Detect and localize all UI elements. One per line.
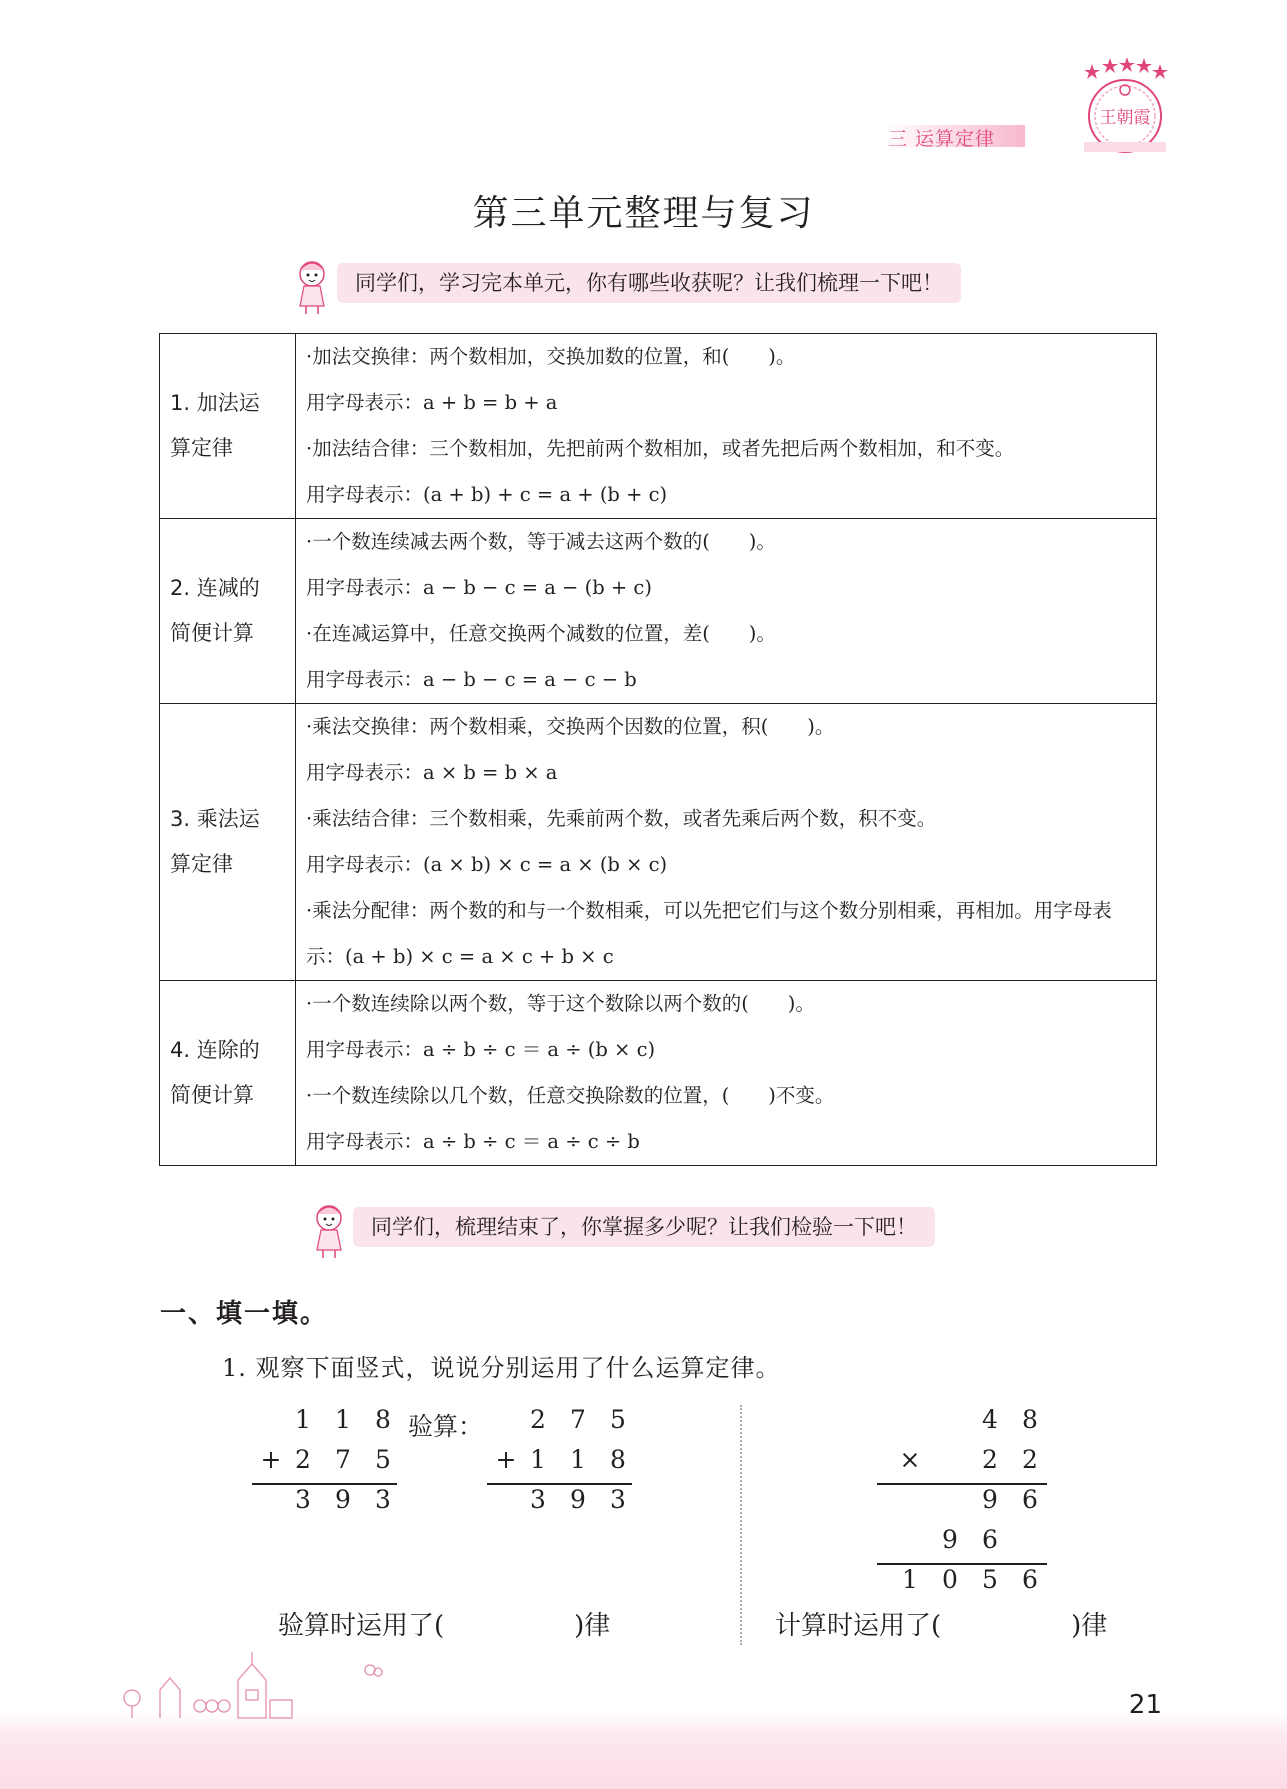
digit: 5 bbox=[375, 1445, 391, 1474]
digit: 9 bbox=[982, 1485, 998, 1514]
topic-label: 简便计算 bbox=[170, 1083, 254, 1107]
digit: 8 bbox=[610, 1445, 626, 1474]
operator-times: × bbox=[899, 1445, 921, 1474]
table-row bbox=[160, 981, 1157, 1166]
table-row bbox=[160, 704, 1157, 981]
town-illustration-icon bbox=[120, 1650, 400, 1720]
topic-cell bbox=[160, 519, 296, 704]
digit: 8 bbox=[1022, 1405, 1038, 1434]
content-cell bbox=[296, 519, 1157, 704]
operator-plus: + bbox=[495, 1445, 517, 1474]
operator-plus: + bbox=[260, 1445, 282, 1474]
digit: 5 bbox=[982, 1565, 998, 1594]
content-line: 用字母表示：a − b − c = a − c − b bbox=[306, 668, 637, 691]
content-line: 用字母表示：(a + b) + c = a + (b + c) bbox=[306, 483, 668, 506]
topic-label: 简便计算 bbox=[170, 621, 254, 645]
content-line: 用字母表示：a ÷ b ÷ c ＝ a ÷ c ÷ b bbox=[306, 1130, 640, 1153]
content-line: ·一个数连续除以两个数，等于这个数除以两个数的( )。 bbox=[306, 992, 815, 1015]
section-heading: 一、填一填。 bbox=[160, 1299, 329, 1329]
topic-label: 2. 连减的 bbox=[170, 576, 260, 600]
digit: 3 bbox=[295, 1485, 311, 1514]
answer-blank-left[interactable]: 验算时运用了( )律 bbox=[278, 1611, 611, 1641]
answer-blank-right[interactable]: 计算时运用了( )律 bbox=[775, 1611, 1108, 1641]
digit: 1 bbox=[295, 1405, 311, 1434]
practice-speech-bubble: 同学们，梳理结束了，你掌握多少呢？让我们检验一下吧！ bbox=[353, 1207, 935, 1247]
vertical-multiplication bbox=[875, 1405, 1050, 1605]
content-line: ·加法结合律：三个数相加，先把前两个数相加，或者先把后两个数相加，和不变。 bbox=[306, 437, 1015, 460]
digit: 2 bbox=[982, 1445, 998, 1474]
table-row bbox=[160, 334, 1157, 519]
content-line: ·一个数连续减去两个数，等于减去这两个数的( )。 bbox=[306, 530, 776, 553]
check-label: 验算： bbox=[408, 1412, 484, 1441]
digit: 2 bbox=[1022, 1445, 1038, 1474]
content-cell bbox=[296, 981, 1157, 1166]
intro-speech-bubble: 同学们，学习完本单元，你有哪些收获呢？让我们梳理一下吧！ bbox=[337, 263, 961, 303]
digit: 0 bbox=[942, 1565, 958, 1594]
digit: 5 bbox=[610, 1405, 626, 1434]
topic-cell bbox=[160, 981, 296, 1166]
topic-label: 算定律 bbox=[170, 852, 233, 876]
mascot-girl-icon bbox=[307, 1200, 353, 1260]
content-cell bbox=[296, 334, 1157, 519]
content-line: ·乘法交换律：两个数相乘，交换两个因数的位置，积( )。 bbox=[306, 715, 835, 738]
topic-label: 1. 加法运 bbox=[170, 391, 260, 415]
digit: 3 bbox=[375, 1485, 391, 1514]
topic-cell bbox=[160, 334, 296, 519]
content-line: ·乘法结合律：三个数相乘，先乘前两个数，或者先乘后两个数，积不变。 bbox=[306, 807, 937, 830]
content-line: ·乘法分配律：两个数的和与一个数相乘，可以先把它们与这个数分别相乘，再相加。用字母表示：(a + b) × c = a × c + b × c bbox=[306, 899, 1112, 968]
content-line: 用字母表示：a ÷ b ÷ c ＝ a ÷ (b × c) bbox=[306, 1038, 656, 1061]
content-line: ·一个数连续除以几个数，任意交换除数的位置，( )不变。 bbox=[306, 1084, 835, 1107]
footer-band bbox=[0, 1712, 1287, 1789]
digit: 9 bbox=[335, 1485, 351, 1514]
content-line: ·在连减运算中，任意交换两个减数的位置，差( )。 bbox=[306, 622, 776, 645]
content-line: ·加法交换律：两个数相加，交换加数的位置，和( )。 bbox=[306, 345, 796, 368]
topic-label: 4. 连除的 bbox=[170, 1038, 260, 1062]
content-line: 用字母表示：a + b = b + a bbox=[306, 391, 558, 414]
digit: 6 bbox=[1022, 1485, 1038, 1514]
digit: 7 bbox=[335, 1445, 351, 1474]
vertical-addition-original bbox=[250, 1405, 400, 1525]
digit: 8 bbox=[375, 1405, 391, 1434]
publisher-logo bbox=[1070, 58, 1180, 156]
digit: 4 bbox=[982, 1405, 998, 1434]
digit: 1 bbox=[335, 1405, 351, 1434]
chapter-label: 三 运算定律 bbox=[888, 128, 996, 150]
digit: 2 bbox=[295, 1445, 311, 1474]
topic-cell bbox=[160, 704, 296, 981]
digit: 1 bbox=[530, 1445, 546, 1474]
digit: 1 bbox=[570, 1445, 586, 1474]
content-cell bbox=[296, 704, 1157, 981]
digit: 3 bbox=[530, 1485, 546, 1514]
question-1-text: 1. 观察下面竖式，说说分别运用了什么运算定律。 bbox=[222, 1354, 781, 1382]
digit: 6 bbox=[1022, 1565, 1038, 1594]
vertical-addition-check bbox=[485, 1405, 635, 1525]
digit: 9 bbox=[570, 1485, 586, 1514]
content-line: 用字母表示：a × b = b × a bbox=[306, 761, 558, 784]
digit: 3 bbox=[610, 1485, 626, 1514]
table-row bbox=[160, 519, 1157, 704]
digit: 7 bbox=[570, 1405, 586, 1434]
page-number: 21 bbox=[1128, 1690, 1162, 1720]
content-line: 用字母表示：(a × b) × c = a × (b × c) bbox=[306, 853, 668, 876]
content-line: 用字母表示：a − b − c = a − (b + c) bbox=[306, 576, 652, 599]
digit: 1 bbox=[902, 1565, 918, 1594]
digit: 9 bbox=[942, 1525, 958, 1554]
logo-text: 王朝霞 bbox=[1099, 108, 1151, 128]
summary-table bbox=[159, 333, 1157, 1166]
topic-label: 算定律 bbox=[170, 436, 233, 460]
digit: 2 bbox=[530, 1405, 546, 1434]
column-divider bbox=[740, 1405, 742, 1645]
page-title: 第三单元整理与复习 bbox=[472, 193, 815, 234]
mascot-girl-icon bbox=[290, 256, 336, 316]
topic-label: 3. 乘法运 bbox=[170, 807, 260, 831]
digit: 6 bbox=[982, 1525, 998, 1554]
